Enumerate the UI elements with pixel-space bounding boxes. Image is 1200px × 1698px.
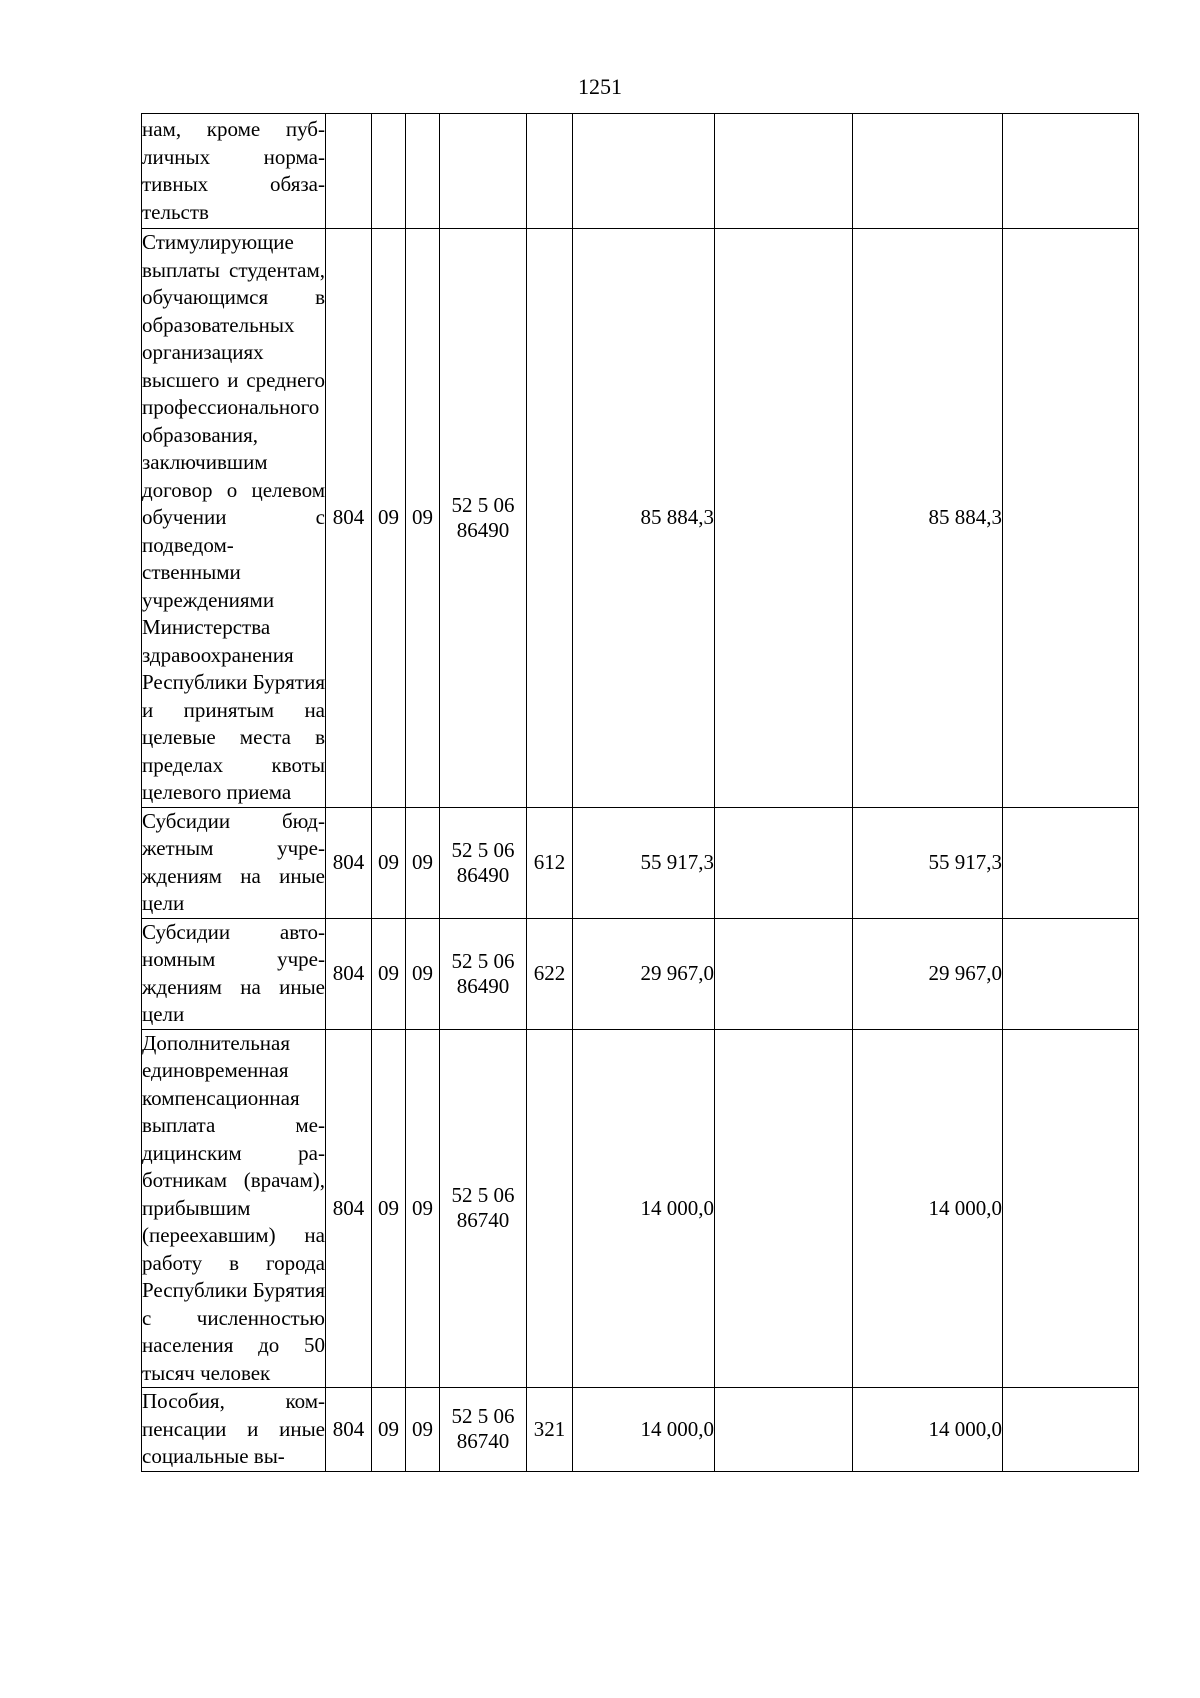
amount-column-7: [715, 1388, 853, 1472]
amount-column-9: [1003, 918, 1139, 1029]
section-code: 09: [372, 229, 406, 808]
section-code: 09: [372, 807, 406, 918]
amount-column-9: [1003, 114, 1139, 229]
expense-type-code: 612: [527, 807, 573, 918]
amount-column-7: [715, 114, 853, 229]
grbs-code: 804: [326, 918, 372, 1029]
amount-column-9: [1003, 1388, 1139, 1472]
grbs-code: 804: [326, 807, 372, 918]
expense-type-code: 321: [527, 1388, 573, 1472]
table-row: [142, 918, 1139, 1029]
table-body: [142, 114, 1139, 1472]
amount-column-8: 14 000,0: [853, 1029, 1003, 1388]
target-article-code: [440, 918, 527, 1029]
amount-column-9: [1003, 229, 1139, 808]
budget-table: [141, 113, 1139, 1472]
target-article-code-part1: 52 5 06: [451, 1404, 515, 1429]
target-article-code-part2: 86740: [456, 1429, 510, 1454]
amount-total: 55 917,3: [573, 807, 715, 918]
row-description: Дополнительная единовременная компенсационная выплата медицинским работникам (врачам), прибывшим (переехавшим) на работу в города Республики Бурятия с численностью населения до 50 тысяч человек: [142, 1029, 326, 1388]
amount-column-7: [715, 229, 853, 808]
section-code: 09: [372, 1388, 406, 1472]
section-code: 09: [372, 1029, 406, 1388]
table-row: [142, 1388, 1139, 1472]
amount-total: 29 967,0: [573, 918, 715, 1029]
table-row: [142, 114, 1139, 229]
table-row: [142, 229, 1139, 808]
subsection-code: [406, 114, 440, 229]
target-article-code-part2: 86740: [456, 1208, 510, 1233]
amount-total: 14 000,0: [573, 1029, 715, 1388]
amount-column-7: [715, 918, 853, 1029]
row-description: Субсидии автономным учреждениям на иные цели: [142, 918, 326, 1029]
target-article-code: [440, 807, 527, 918]
section-code: [372, 114, 406, 229]
target-article-code: [440, 1388, 527, 1472]
table-row: [142, 807, 1139, 918]
expense-type-code: [527, 1029, 573, 1388]
table-row: [142, 1029, 1139, 1388]
target-article-code-part1: 52 5 06: [451, 948, 515, 973]
amount-column-8: 14 000,0: [853, 1388, 1003, 1472]
row-description: Стимулирующие выплаты студентам, обучающимся в образовательных организациях высшего и среднего профессионального образования, заключившим договор о целевом обучении с подведомственными учреждениями Министерства здравоохранения Республики Бурятия и принятым на целевые места в пределах квоты целевого приема: [142, 229, 326, 808]
amount-column-8: [853, 114, 1003, 229]
target-article-code: [440, 114, 527, 229]
expense-type-code: 622: [527, 918, 573, 1029]
section-code: 09: [372, 918, 406, 1029]
target-article-code-part2: 86490: [456, 973, 510, 998]
amount-total: 14 000,0: [573, 1388, 715, 1472]
grbs-code: 804: [326, 229, 372, 808]
expense-type-code: [527, 229, 573, 808]
subsection-code: 09: [406, 1388, 440, 1472]
amount-column-8: 85 884,3: [853, 229, 1003, 808]
target-article-code-part1: 52 5 06: [451, 837, 515, 862]
target-article-code-part1: 52 5 06: [451, 492, 515, 517]
grbs-code: 804: [326, 1029, 372, 1388]
row-description: Пособия, компенсации и иные социальные вы-: [142, 1388, 326, 1472]
amount-column-7: [715, 1029, 853, 1388]
amount-column-9: [1003, 1029, 1139, 1388]
amount-total: 85 884,3: [573, 229, 715, 808]
subsection-code: 09: [406, 807, 440, 918]
amount-column-9: [1003, 807, 1139, 918]
target-article-code: [440, 229, 527, 808]
target-article-code-part2: 86490: [456, 517, 510, 542]
grbs-code: 804: [326, 1388, 372, 1472]
subsection-code: 09: [406, 918, 440, 1029]
target-article-code: [440, 1029, 527, 1388]
amount-total: [573, 114, 715, 229]
amount-column-8: 29 967,0: [853, 918, 1003, 1029]
subsection-code: 09: [406, 1029, 440, 1388]
target-article-code-part2: 86490: [456, 862, 510, 887]
amount-column-7: [715, 807, 853, 918]
amount-column-8: 55 917,3: [853, 807, 1003, 918]
subsection-code: 09: [406, 229, 440, 808]
row-description: Субсидии бюджетным учреждениям на иные цели: [142, 807, 326, 918]
grbs-code: [326, 114, 372, 229]
row-description: нам, кроме публичных нормативных обязательств: [142, 114, 326, 229]
expense-type-code: [527, 114, 573, 229]
page-number: 1251: [578, 74, 622, 99]
target-article-code-part1: 52 5 06: [451, 1183, 515, 1208]
